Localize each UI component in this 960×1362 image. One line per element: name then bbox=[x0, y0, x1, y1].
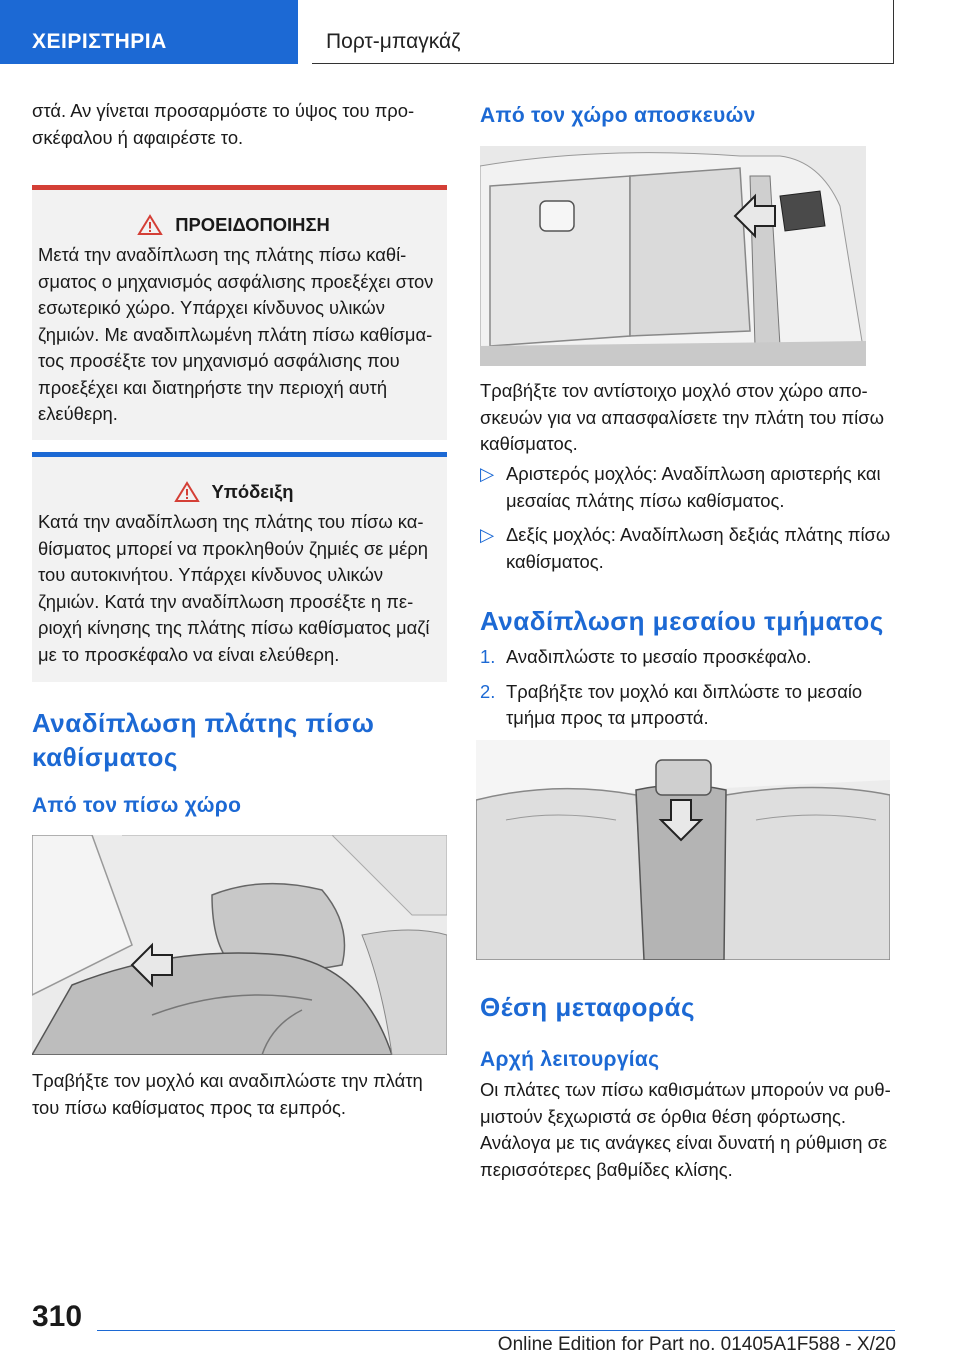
page-number: 310 bbox=[32, 1300, 83, 1333]
subheading-from-rear: Από τον πίσω χώρο bbox=[32, 794, 242, 817]
caption-rear: Τραβήξτε τον μοχλό και αναδιπλώστε την πλάτη του πίσω καθίσματος προς τα εμπρός. bbox=[32, 1070, 423, 1118]
list-item: ▷ Αριστερός μοχλός: Αναδίπλωση αριστερής και μεσαίας πλάτης πίσω καθίσματος. bbox=[480, 461, 895, 514]
hint-box bbox=[32, 452, 447, 682]
heading-fold-backrest: Αναδίπλωση πλάτης πίσω καθίσματος bbox=[32, 708, 375, 772]
heading-transport-position: Θέση μεταφοράς bbox=[480, 992, 696, 1022]
warning-triangle-icon bbox=[137, 214, 163, 236]
warning-text: Μετά την αναδίπλωση της πλάτης πίσω καθί-σματος ο μηχανισμός ασφάλισης προεξέχει στον εσωτερικό χώρο. Υπάρχει κίνδυνος υλικών ζημιών. Με αναδιπλωμένη πλάτη πίσω καθίσμα-τος προσέξτε τον μηχανισμό ασφάλισης που προεξέχει και διατηρήστε την περιοχή αυτή ελεύθερη. bbox=[38, 244, 434, 424]
intro-paragraph: στά. Αν γίνεται προσαρμόστε το ύψος του προ-σκέφαλου ή αφαιρέστε το. bbox=[32, 100, 415, 148]
footer-edition: Online Edition for Part no. 01405A1F588 - X/20 bbox=[497, 1334, 896, 1355]
subheading-from-trunk: Από τον χώρο αποσκευών bbox=[480, 104, 756, 127]
list-item: 1. Αναδιπλώστε το μεσαίο προσκέφαλο. bbox=[480, 646, 812, 667]
footer-divider bbox=[97, 1330, 895, 1331]
numbered-steps bbox=[480, 644, 895, 732]
list-item: 2. Τραβήξτε τον μοχλό και διπλώστε το μεσαίο τμήμα προς τα μπροστά. bbox=[480, 680, 863, 728]
list-item: ▷ Δεξίς μοχλός: Αναδίπλωση δεξιάς πλάτης πίσω καθίσματος. bbox=[480, 522, 895, 575]
heading-middle-section: Αναδίπλωση μεσαίου τμήματος bbox=[480, 606, 884, 636]
figure-trunk-lever bbox=[480, 146, 866, 366]
hint-title: Υπόδειξη bbox=[32, 481, 435, 503]
hint-text: Κατά την αναδίπλωση της πλάτης του πίσω κα-θίσματος μπορεί να προκληθούν ζημιές σε μέρη του αυτοκινήτου. Υπάρχει κίνδυνος υλικών ζημιών. Κατά την αναδίπλωση προσέξτε η πε-ριοχή κίνησης της πλάτης πίσω καθίσματος μαζί με το προσκέφαλο να είναι ελεύθερη. bbox=[38, 511, 430, 665]
triangle-bullet-icon: ▷ bbox=[480, 463, 495, 484]
bullet-list bbox=[480, 461, 895, 575]
figure-middle-section bbox=[476, 740, 890, 960]
caption-trunk: Τραβήξτε τον αντίστοιχο μοχλό στον χώρο απο-σκευών για να απασφαλίσετε την πλάτη του πίσω καθίσματος. bbox=[480, 380, 884, 454]
triangle-bullet-icon: ▷ bbox=[480, 524, 495, 545]
principle-paragraph: Οι πλάτες των πίσω καθισμάτων μπορούν να ρυθ-μιστούν ξεχωριστά σε όρθια θέση φόρτωσης. Ανάλογα με τις ανάγκες είναι δυνατή η ρύθμιση σε περισσότερες βαθμίδες κλίσης. bbox=[480, 1079, 891, 1180]
warning-box bbox=[32, 185, 447, 440]
figure-rear-seat-lever bbox=[32, 835, 447, 1055]
chapter-title: Πορτ-μπαγκάζ bbox=[312, 0, 894, 64]
section-tab: ΧΕΙΡΙΣΤΗΡΙΑ bbox=[0, 0, 298, 64]
subheading-principle: Αρχή λειτουργίας bbox=[480, 1048, 660, 1071]
warning-triangle-icon bbox=[174, 481, 200, 503]
warning-title: ΠΡΟΕΙΔΟΠΟΙΗΣΗ bbox=[32, 214, 435, 236]
